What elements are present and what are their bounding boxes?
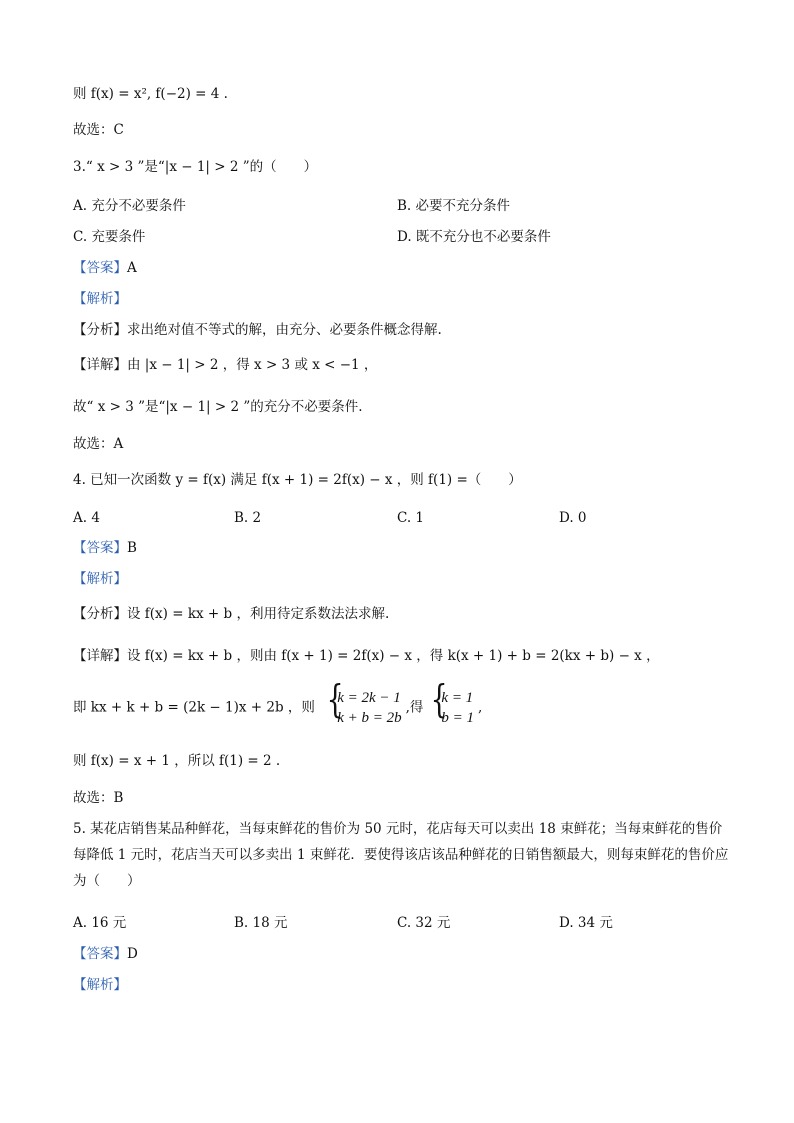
q4-ji-mid: ,得	[405, 699, 424, 716]
q4-choice-text: 故选：B	[73, 790, 124, 806]
q4-option-b: B. 2	[234, 510, 262, 526]
fenxi-tag: 【分析】	[73, 606, 127, 622]
q4-ji-text: 即 kx + k + b = (2k − 1)x + 2b ，则	[73, 699, 315, 716]
q3-option-a: A. 充分不必要条件	[73, 198, 186, 214]
q5-answer-value: D	[127, 946, 138, 962]
q4-result	[73, 751, 754, 771]
q4-system-line	[73, 688, 754, 728]
q3-option-d: D. 既不充分也不必要条件	[397, 229, 551, 245]
q4-result-text: 则 f(x) = x + 1 ，所以 f(1) = 2 .	[73, 753, 281, 769]
q5-option-d: D. 34 元	[559, 915, 613, 931]
q4-answer	[73, 538, 754, 558]
answer-tag: 【答案】	[73, 946, 127, 962]
q4-fenxi	[73, 604, 754, 624]
equation-system-1	[323, 688, 401, 728]
q5-stem-text: 5. 某花店销售某品种鲜花，当每束鲜花的售价为 50 元时，花店每天可以卖出 18 束鲜花；当每束鲜花的售价每降低 1 元时，花店当天可以多卖出 1 束鲜花．要使得该店该品种鲜花的日销售额最大，则每束鲜花的售价应为（ ）	[73, 821, 729, 889]
xiangjie-tag: 【详解】	[73, 648, 127, 664]
q4-answer-value: B	[127, 540, 137, 556]
q3-stem-text: 3.“ x > 3 ”是“|x − 1| > 2 ”的（ ）	[73, 159, 318, 175]
answer-tag: 【答案】	[73, 540, 127, 556]
analysis-tag: 【解析】	[73, 291, 127, 307]
fenxi-tag: 【分析】	[73, 322, 127, 338]
q3-option-b: B. 必要不充分条件	[397, 198, 511, 214]
q3-fenxi	[73, 320, 754, 340]
q3-fenxi-text: 求出绝对值不等式的解，由充分、必要条件概念得解.	[127, 322, 442, 338]
q4-xiangjie-text: 设 f(x) = kx + b ，则由 f(x + 1) = 2f(x) − x ，得 k(x + 1) + b = 2(kx + b) − x ，	[127, 648, 660, 664]
q4-analysis-heading	[73, 569, 754, 589]
prev-choice	[73, 120, 754, 140]
prev-choice-text: 故选：C	[73, 122, 124, 138]
q4-fenxi-text: 设 f(x) = kx + b ，利用待定系数法法求解.	[127, 606, 390, 622]
q3-xiangjie-text: 由 |x − 1| > 2 ，得 x > 3 或 x < −1 ，	[127, 357, 378, 373]
q4-stem	[73, 470, 754, 490]
q5-option-a: A. 16 元	[73, 915, 127, 931]
prev-solution-text: 则 f(x) = x², f(−2) = 4 .	[73, 86, 228, 102]
system-2-row-1: { k = 1	[441, 690, 474, 706]
q5-analysis-heading	[73, 975, 754, 995]
q3-answer-value: A	[127, 260, 137, 276]
system-1-row-1: { k = 2k − 1	[337, 690, 401, 706]
q5-answer	[73, 944, 754, 964]
analysis-tag: 【解析】	[73, 977, 127, 993]
q5-option-c: C. 32 元	[397, 915, 451, 931]
analysis-tag: 【解析】	[73, 571, 127, 587]
q5-option-b: B. 18 元	[234, 915, 288, 931]
answer-tag: 【答案】	[73, 260, 127, 276]
q3-xiangjie	[73, 355, 754, 375]
system-1-row-2: k + b = 2b	[337, 710, 402, 726]
q4-option-c: C. 1	[397, 510, 425, 526]
system-2-row-2: b = 1	[441, 710, 475, 726]
q4-ji-post: ,	[478, 699, 483, 716]
equation-system-2	[427, 688, 474, 728]
q4-stem-text: 4. 已知一次函数 y = f(x) 满足 f(x + 1) = 2f(x) − x ，则 f(1) =（ ）	[73, 472, 522, 488]
q4-choice	[73, 788, 754, 808]
q3-conclusion-text: 故“ x > 3 ”是“|x − 1| > 2 ”的充分不必要条件.	[73, 399, 363, 415]
q5-stem	[73, 816, 729, 894]
q4-option-a: A. 4	[73, 510, 100, 526]
q3-answer	[73, 258, 754, 278]
q3-choice	[73, 434, 754, 454]
q4-xiangjie	[73, 646, 754, 666]
q4-option-d: D. 0	[559, 510, 587, 526]
q3-conclusion	[73, 397, 754, 417]
q3-analysis-heading	[73, 289, 754, 309]
xiangjie-tag: 【详解】	[73, 357, 127, 373]
q3-choice-text: 故选：A	[73, 436, 124, 452]
q3-stem	[73, 157, 754, 177]
prev-solution-line	[73, 84, 754, 104]
q3-option-c: C. 充要条件	[73, 229, 146, 245]
